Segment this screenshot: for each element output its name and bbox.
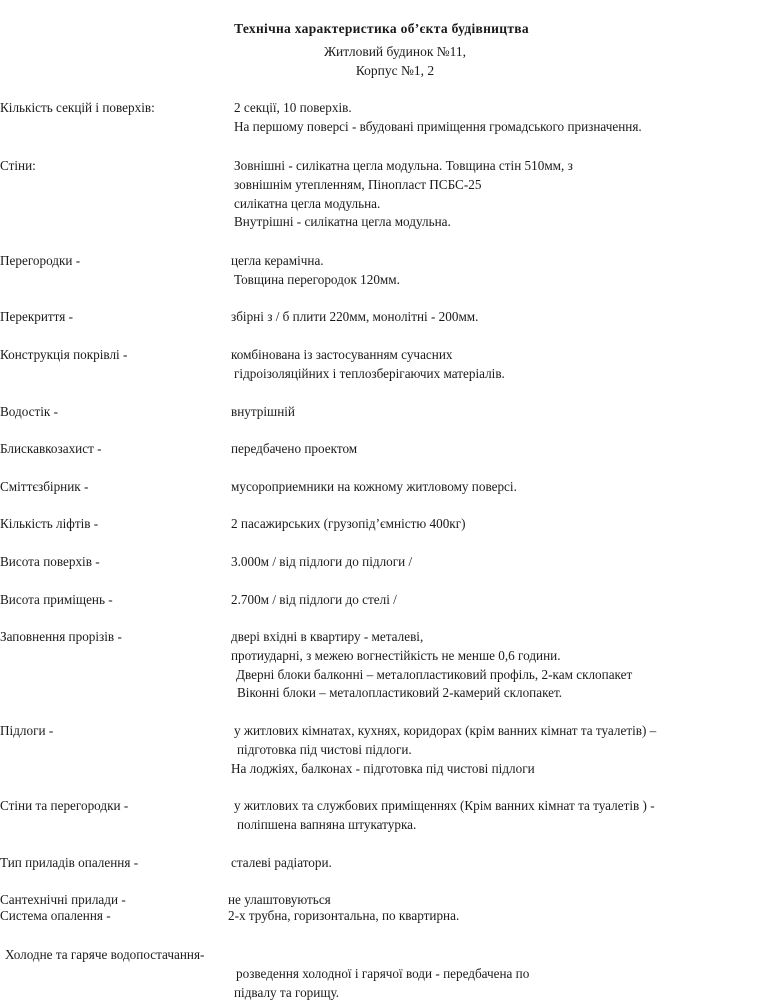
spec-value-line: сталеві радіатори. [231, 855, 332, 870]
document-title: Технічна характеристика об’єкта будівництва [234, 21, 529, 36]
spec-value-line: внутрішній [231, 404, 295, 419]
spec-value [228, 553, 763, 572]
spec-label: Висота приміщень - [0, 592, 113, 607]
spec-value-line: гідроізоляційних і теплозберігаючих матеріалів. [234, 365, 505, 381]
spec-value [228, 440, 763, 459]
spec-value-line: 2-х трубна, горизонтальна, по квартирна. [228, 908, 460, 923]
spec-value-line: Дверні блоки балконні – металопластиковий профіль, 2-кам склопакет [236, 666, 633, 682]
spec-label: Висота поверхів - [0, 554, 100, 569]
spec-value [228, 854, 763, 873]
spec-value [228, 478, 763, 497]
spec-label: Підлоги - [0, 723, 54, 738]
spec-label: Стіни та перегородки - [0, 798, 129, 813]
spec-label: Сміттєзбірник - [0, 479, 89, 494]
spec-label: Конструкція покрівлі - [0, 347, 128, 362]
spec-label: Система опалення - [0, 908, 111, 923]
spec-value [228, 722, 763, 778]
spec-value-line: На лоджіях, балконах - підготовка під чистові підлоги [231, 760, 535, 776]
spec-value [228, 628, 763, 703]
spec-value [228, 797, 763, 835]
spec-value-line: двері вхідні в квартиру - металеві, [231, 629, 424, 644]
spec-value-line: зовнішнім утепленням, Пінопласт ПСБС-25 [234, 176, 482, 192]
spec-label: Тип приладів опалення - [0, 855, 139, 870]
spec-label: Кількість секцій і поверхів: [0, 100, 155, 115]
spec-label: Блискавкозахист - [0, 441, 102, 456]
spec-value-line: мусороприемники на кожному житловому поверсі. [231, 479, 517, 494]
spec-value-line: у житлових та службових приміщеннях (Крім ванних кімнат та туалетів ) - [234, 798, 655, 813]
spec-value-line: підготовка під чистові підлоги. [237, 741, 412, 757]
spec-value-line: 2 пасажирських (грузопід’ємністю 400кг) [231, 516, 466, 531]
spec-value [228, 308, 763, 327]
spec-value [228, 346, 763, 384]
spec-value [228, 908, 763, 924]
spec-value-line: поліпшена вапняна штукатурка. [237, 816, 417, 832]
spec-value [228, 515, 763, 534]
spec-value-line: у житлових кімнатах, кухнях, коридорах (крім ванних кімнат та туалетів) – [234, 723, 657, 738]
spec-value-line: передбачено проектом [231, 441, 358, 456]
spec-value-line: комбінована із застосуванням сучасних [231, 347, 453, 362]
spec-value [228, 252, 763, 290]
spec-value-line: 2.700м / від підлоги до стелі / [231, 592, 397, 607]
spec-value [228, 965, 763, 1003]
spec-label: Водостік - [0, 404, 59, 419]
document-subtitle-block: Корпус №1, 2 [355, 63, 435, 78]
spec-value-line: 2 секції, 10 поверхів. [234, 100, 352, 115]
spec-value-line: силікатна цегла модульна. [234, 195, 381, 211]
spec-value-line: Віконні блоки – металопластиковий 2-камерий склопакет. [237, 685, 563, 701]
spec-label: Холодне та гаряче водопостачання- [5, 947, 205, 962]
spec-label: Сантехнічні прилади - [0, 892, 126, 907]
spec-value-line: Товщина перегородок 120мм. [234, 271, 400, 287]
spec-value-line: На першому поверсі - вбудовані приміщення громадського призначення. [234, 118, 642, 134]
spec-value [228, 591, 763, 610]
spec-label: Перекриття - [0, 309, 73, 324]
spec-value-line: 3.000м / від підлоги до підлоги / [231, 554, 413, 569]
spec-label: Заповнення прорізів - [0, 629, 122, 644]
spec-value-line: протиударні, з межею вогнестійкість не менше 0,6 години. [231, 647, 561, 663]
spec-value [228, 403, 763, 422]
spec-label: Стіни: [0, 158, 36, 173]
spec-label: Перегородки - [0, 253, 81, 268]
spec-value-line: Зовнішні - силікатна цегла модульна. Товщина стін 510мм, з [234, 158, 573, 173]
spec-label: Кількість ліфтів - [0, 516, 99, 531]
spec-value-line: Внутрішні - силікатна цегла модульна. [234, 214, 451, 230]
spec-value-line: цегла керамічна. [231, 253, 324, 268]
spec-value [228, 892, 763, 908]
spec-value-line: збірні з / б плити 220мм, монолітні - 200мм. [231, 309, 479, 324]
document-subtitle-building: Житловий будинок №11, [323, 44, 467, 59]
spec-value [228, 157, 763, 232]
spec-value [228, 99, 763, 137]
spec-value-line: не улаштовуються [228, 892, 331, 907]
spec-value-line: підвалу та горищу. [234, 984, 340, 1000]
spec-value-line: розведення холодної і гарячої води - передбачена по [236, 966, 530, 981]
